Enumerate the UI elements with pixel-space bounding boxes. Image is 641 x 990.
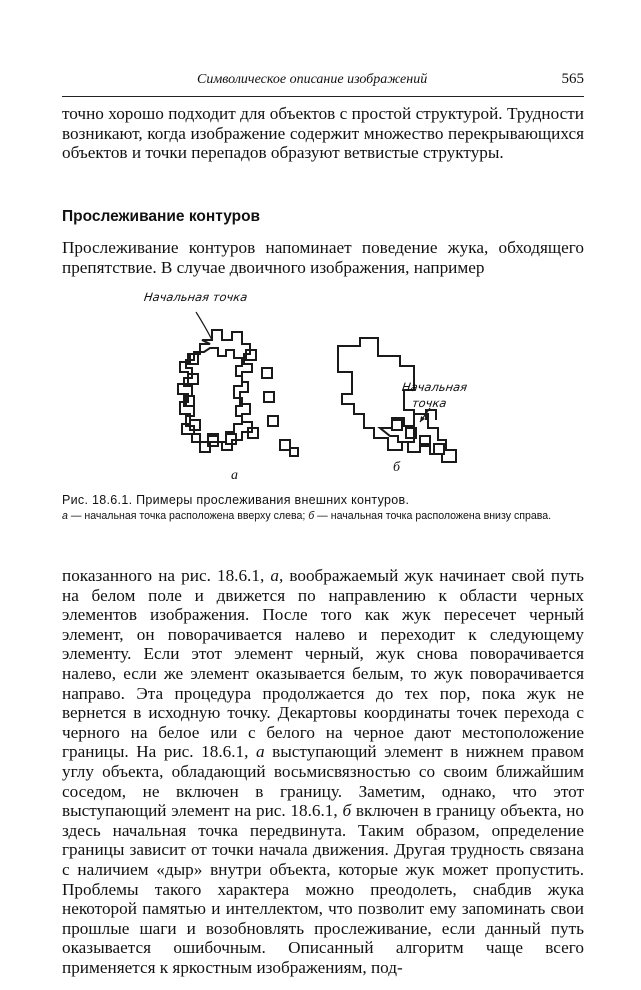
section-title: Прослеживание контуров (62, 208, 261, 225)
figure-caption-title: Рис. 18.6.1. Примеры прослеживания внешних контуров. (62, 493, 410, 507)
leader-line-a (196, 312, 212, 340)
figure-letter-b: б (393, 460, 401, 475)
paragraph-contour: Прослеживание контуров напоминает поведение жука, обходящего препятствие. В случае двоичного изображения, например (62, 238, 584, 277)
outline-path-b (338, 338, 414, 450)
label-start-point-b-line2: точка (411, 396, 448, 410)
paragraph-intro: точно хорошо подходит для объектов с простой структурой. Трудности возникают, когда изображение содержит множество перекрывающихся объектов и точки перепадов образуют ветвистые структуры. (62, 104, 584, 163)
label-start-point-b-line1: Начальная (401, 380, 469, 394)
running-title: Символическое описание изображений (197, 72, 428, 87)
caption-b-text: — начальная точка расположена внизу справа. (314, 510, 552, 522)
page-number: 565 (561, 71, 584, 87)
label-start-point-a: Начальная точка (143, 290, 249, 304)
figure-letter-a: а (231, 468, 238, 483)
caption-letter-b: б (308, 510, 315, 522)
paragraph-main: показанного на рис. 18.6.1, а, воображаемый жук начинает свой путь на белом поле и движется по направлению к области черных элементов изображения. После того как жук пересечет черный элемент, он поворачивается налево и переходит к следующему элементу. Если этот элемент черный, жук снова поворачивается налево, если же элемент оказывается белым, то жук поворачивается направо. Эта процедура продолжается до тех пор, пока жук не вернется в исходную точку. Декартовы координаты точек перехода с черного на белое или с белого на черное дают местоположение границы. На рис. 18.6.1, а выступающий элемент в нижнем правом углу объекта, обладающий восьмисвязностью со своим ближайшим соседом, не включен в границу. Заметим, однако, что этот выступающий элемент на рис. 18.6.1, б включен в границу объекта, но здесь начальная точка передвинута. Таким образом, определение границы зависит от точки начала движения. Другая трудность связана с наличием «дыр» внутри объекта, которые жук может пропустить. Проблемы такого характера можно преодолеть, снабдив жука некоторой памятью и интеллектом, что позволит ему запоминать свои прошлые шаги и возобновлять прослеживание, если данный путь оказывается ошибочным. Описанный алгоритм чаще всего применяется к яркостным изображениям, под- (62, 566, 585, 977)
figure-18-6-1 (130, 288, 469, 488)
figure-caption-text (62, 510, 584, 523)
caption-letter-a: а (62, 510, 68, 522)
running-header (62, 70, 584, 97)
caption-a-text: — начальная точка расположена вверху слева; (67, 510, 309, 522)
